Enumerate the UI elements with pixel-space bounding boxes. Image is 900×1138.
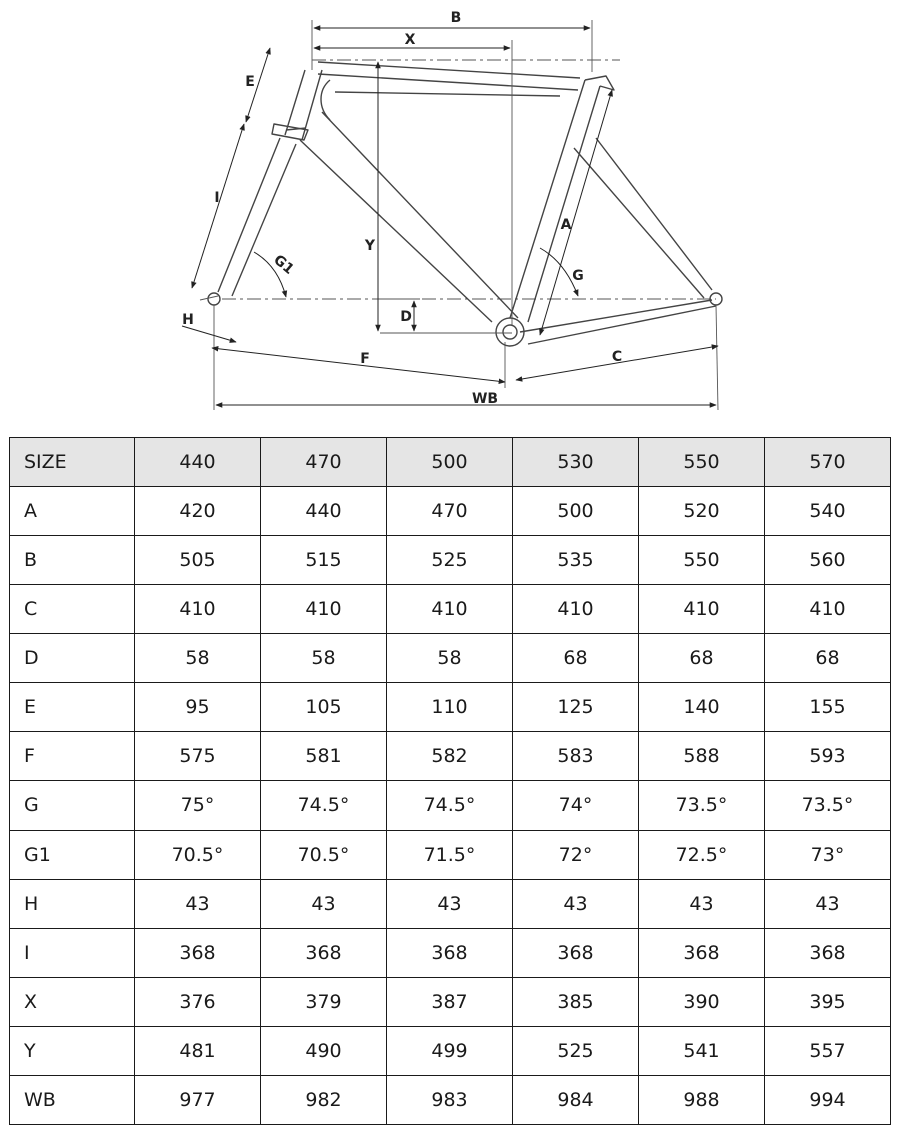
table-cell: 74.5° (387, 781, 513, 830)
size-column-header: 550 (639, 438, 765, 487)
measure-label-cell: D (10, 634, 135, 683)
dim-f (212, 348, 505, 382)
table-row (10, 830, 891, 879)
table-cell: 105 (261, 683, 387, 732)
table-cell: 58 (387, 634, 513, 683)
table-row (10, 585, 891, 634)
table-cell: 988 (639, 1075, 765, 1124)
table-row (10, 1026, 891, 1075)
measure-label-cell: X (10, 977, 135, 1026)
dimension-lines (182, 28, 718, 405)
table-cell: 550 (639, 536, 765, 585)
table-cell: 95 (135, 683, 261, 732)
table-cell: 390 (639, 977, 765, 1026)
table-cell: 499 (387, 1026, 513, 1075)
table-cell: 379 (261, 977, 387, 1026)
table-cell: 557 (765, 1026, 891, 1075)
table-cell: 73° (765, 830, 891, 879)
table-row (10, 977, 891, 1026)
size-header-cell: SIZE (10, 438, 135, 487)
table-cell: 410 (135, 585, 261, 634)
table-cell: 43 (639, 879, 765, 928)
size-column-header: 500 (387, 438, 513, 487)
table-cell: 72° (513, 830, 639, 879)
label-i: I (214, 190, 220, 206)
table-cell: 58 (135, 634, 261, 683)
label-a: A (560, 217, 572, 233)
table-cell: 368 (261, 928, 387, 977)
measure-label-cell: C (10, 585, 135, 634)
label-wb: WB (471, 391, 499, 407)
size-column-header: 440 (135, 438, 261, 487)
table-cell: 481 (135, 1026, 261, 1075)
table-cell: 368 (639, 928, 765, 977)
table-cell: 395 (765, 977, 891, 1026)
label-f: F (360, 351, 370, 367)
table-cell: 983 (387, 1075, 513, 1124)
table-cell: 155 (765, 683, 891, 732)
table-header-row (10, 438, 891, 487)
table-cell: 68 (765, 634, 891, 683)
table-cell: 70.5° (135, 830, 261, 879)
label-x: X (404, 32, 416, 48)
table-cell: 368 (387, 928, 513, 977)
geometry-table-body (10, 438, 891, 1125)
table-cell: 977 (135, 1075, 261, 1124)
table-cell: 982 (261, 1075, 387, 1124)
table-cell: 541 (639, 1026, 765, 1075)
front-axle (208, 293, 220, 305)
table-cell: 520 (639, 487, 765, 536)
table-cell: 500 (513, 487, 639, 536)
table-cell: 588 (639, 732, 765, 781)
table-cell: 582 (387, 732, 513, 781)
table-cell: 540 (765, 487, 891, 536)
table-row (10, 781, 891, 830)
label-c: C (611, 349, 623, 365)
table-cell: 994 (765, 1075, 891, 1124)
table-row (10, 928, 891, 977)
table-cell: 581 (261, 732, 387, 781)
table-row (10, 879, 891, 928)
table-row (10, 732, 891, 781)
table-cell: 593 (765, 732, 891, 781)
table-row (10, 536, 891, 585)
table-cell: 72.5° (639, 830, 765, 879)
table-cell: 125 (513, 683, 639, 732)
table-cell: 470 (387, 487, 513, 536)
table-cell: 43 (261, 879, 387, 928)
frame-geometry-diagram (0, 0, 900, 420)
size-column-header: 530 (513, 438, 639, 487)
table-cell: 410 (765, 585, 891, 634)
label-h: H (182, 312, 194, 328)
table-row (10, 683, 891, 732)
measure-label-cell: F (10, 732, 135, 781)
dim-a (540, 90, 612, 335)
table-cell: 376 (135, 977, 261, 1026)
table-cell: 410 (513, 585, 639, 634)
table-row (10, 634, 891, 683)
table-cell: 410 (387, 585, 513, 634)
table-cell: 110 (387, 683, 513, 732)
measure-label-cell: Y (10, 1026, 135, 1075)
dim-i (192, 124, 244, 288)
construction-lines (200, 20, 718, 410)
measure-label-cell: I (10, 928, 135, 977)
label-b: B (450, 10, 462, 26)
table-cell: 410 (639, 585, 765, 634)
table-cell: 420 (135, 487, 261, 536)
table-cell: 74.5° (261, 781, 387, 830)
table-cell: 68 (639, 634, 765, 683)
table-cell: 535 (513, 536, 639, 585)
table-cell: 43 (513, 879, 639, 928)
label-y: Y (364, 238, 376, 254)
measure-label-cell: B (10, 536, 135, 585)
table-cell: 43 (387, 879, 513, 928)
table-cell: 387 (387, 977, 513, 1026)
table-cell: 525 (387, 536, 513, 585)
table-cell: 515 (261, 536, 387, 585)
table-cell: 583 (513, 732, 639, 781)
table-cell: 560 (765, 536, 891, 585)
size-column-header: 470 (261, 438, 387, 487)
measure-label-cell: G1 (10, 830, 135, 879)
frame-outline (208, 62, 722, 346)
table-cell: 984 (513, 1075, 639, 1124)
table-cell: 368 (135, 928, 261, 977)
measure-label-cell: H (10, 879, 135, 928)
table-cell: 525 (513, 1026, 639, 1075)
table-cell: 75° (135, 781, 261, 830)
table-cell: 43 (135, 879, 261, 928)
label-e: E (245, 74, 255, 90)
table-cell: 70.5° (261, 830, 387, 879)
measure-label-cell: A (10, 487, 135, 536)
label-d: D (400, 309, 412, 325)
size-column-header: 570 (765, 438, 891, 487)
table-cell: 490 (261, 1026, 387, 1075)
geometry-table (9, 437, 891, 1125)
measure-label-cell: G (10, 781, 135, 830)
table-cell: 73.5° (765, 781, 891, 830)
table-cell: 410 (261, 585, 387, 634)
table-row (10, 487, 891, 536)
table-cell: 140 (639, 683, 765, 732)
table-cell: 73.5° (639, 781, 765, 830)
label-g: G (572, 268, 584, 284)
table-cell: 58 (261, 634, 387, 683)
measure-label-cell: WB (10, 1075, 135, 1124)
bottom-bracket (496, 318, 524, 346)
table-row (10, 1075, 891, 1124)
table-cell: 440 (261, 487, 387, 536)
dim-h (182, 326, 236, 342)
table-cell: 368 (513, 928, 639, 977)
table-cell: 68 (513, 634, 639, 683)
table-cell: 368 (765, 928, 891, 977)
measure-label-cell: E (10, 683, 135, 732)
table-cell: 575 (135, 732, 261, 781)
table-cell: 71.5° (387, 830, 513, 879)
table-cell: 43 (765, 879, 891, 928)
label-g1: G1 (270, 251, 297, 278)
table-cell: 74° (513, 781, 639, 830)
table-cell: 385 (513, 977, 639, 1026)
table-cell: 505 (135, 536, 261, 585)
